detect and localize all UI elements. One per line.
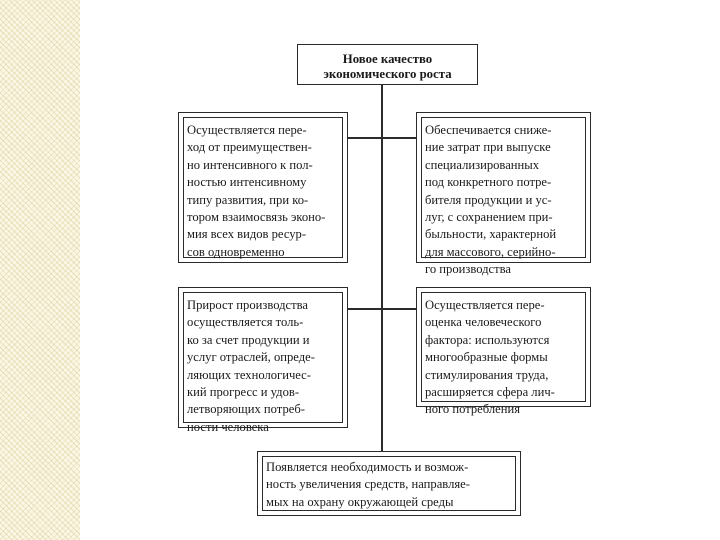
box-left-bottom: [178, 287, 348, 434]
box-right-top-text: Обеспечивается сниже- ние затрат при выпуске специализированных под конкретного потре- бителя продукции и ус- луг, с сохранением при- быльности, характерной для массового, серийно- го производства: [425, 123, 557, 277]
box-right-bottom: [416, 287, 591, 417]
box-left-top-text: Осуществляется пере- ход от преимуществен- но интенсивного к пол- ностью интенсивному типу развития, при ко- тором взаимосвязь эконо- мия всех видов ресур- сов одновременно: [187, 123, 326, 259]
box-bottom-text: Появляется необходимость и возмож- ность увеличения средств, направляе- мых на охрану окружающей среды: [266, 460, 470, 509]
box-left-top: [178, 112, 348, 263]
box-right-bottom-text: Осуществляется пере- оценка человеческого фактора: используются многообразные формы стимулирования труда, расширяется сфера лич- ного потребления: [425, 298, 555, 417]
box-bottom: [257, 451, 521, 516]
box-right-top: [416, 112, 591, 277]
connector-trunk: [381, 84, 383, 454]
box-left-bottom-text: Прирост производства осуществляется толь- ко за счет продукции и услуг отраслей, опреде- ляющих технологичес- кий прогресс и удов- летворяющих потреб- ности человека: [187, 298, 315, 434]
connector-row1: [347, 137, 417, 139]
decorative-stripe: [0, 0, 80, 540]
connector-row2: [347, 308, 417, 310]
title-box: [297, 44, 478, 85]
title-text: Новое качество экономического роста: [323, 52, 452, 81]
